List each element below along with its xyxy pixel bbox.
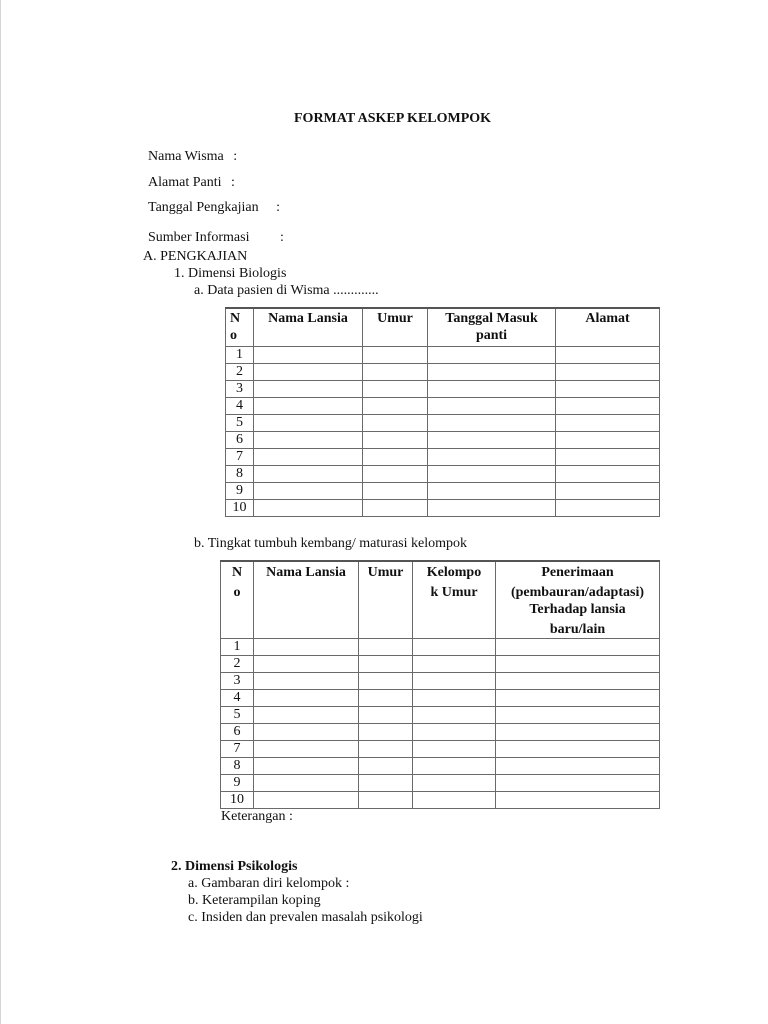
- cell-tanggal: [428, 397, 556, 414]
- row-number: 4: [221, 690, 254, 707]
- cell-nama: [254, 792, 359, 809]
- cell-nama: [254, 397, 363, 414]
- cell-nama: [254, 465, 363, 482]
- cell-penerimaan: [496, 792, 660, 809]
- table-row: [226, 380, 660, 397]
- cell-alamat: [556, 499, 660, 516]
- header-no-line2: o: [233, 585, 241, 600]
- cell-tanggal: [428, 431, 556, 448]
- row-number: 3: [221, 673, 254, 690]
- table-row: [221, 673, 660, 690]
- field-nama-wisma: [148, 149, 237, 165]
- table-row: [226, 499, 660, 516]
- field-alamat-panti: [148, 175, 235, 191]
- cell-umur: [363, 414, 428, 431]
- field-label: Alamat Panti: [148, 175, 222, 190]
- table-row: [221, 690, 660, 707]
- table-data-pasien: [225, 307, 660, 517]
- row-number: 9: [221, 775, 254, 792]
- page-title: FORMAT ASKEP KELOMPOK: [294, 111, 492, 126]
- table-row: [226, 414, 660, 431]
- table-row: [226, 482, 660, 499]
- table-row: [221, 656, 660, 673]
- header-penerimaan-line2: (pembauran/adaptasi): [510, 585, 645, 600]
- header-no-line2: o: [230, 328, 237, 343]
- cell-alamat: [556, 431, 660, 448]
- cell-alamat: [556, 414, 660, 431]
- cell-nama: [254, 758, 359, 775]
- cell-kelompok: [413, 639, 496, 656]
- row-number: 8: [221, 758, 254, 775]
- cell-umur: [363, 380, 428, 397]
- cell-tanggal: [428, 363, 556, 380]
- cell-alamat: [556, 397, 660, 414]
- cell-nama: [254, 431, 363, 448]
- row-number: 7: [226, 448, 254, 465]
- table-header-row: [226, 308, 660, 346]
- cell-penerimaan: [496, 690, 660, 707]
- row-number: 9: [226, 482, 254, 499]
- row-number: 6: [221, 724, 254, 741]
- table-row: [226, 465, 660, 482]
- cell-umur: [359, 792, 413, 809]
- header-tanggal-line2: panti: [475, 328, 508, 343]
- row-number: 5: [221, 707, 254, 724]
- cell-umur: [363, 363, 428, 380]
- row-number: 3: [226, 380, 254, 397]
- header-no-line1: N: [231, 565, 243, 580]
- table-row: [226, 346, 660, 363]
- cell-penerimaan: [496, 775, 660, 792]
- header-nama-lansia: Nama Lansia: [254, 561, 359, 639]
- cell-nama: [254, 499, 363, 516]
- cell-kelompok: [413, 724, 496, 741]
- cell-penerimaan: [496, 673, 660, 690]
- cell-umur: [359, 690, 413, 707]
- cell-nama: [254, 707, 359, 724]
- row-number: 2: [221, 656, 254, 673]
- row-number: 5: [226, 414, 254, 431]
- row-number: 6: [226, 431, 254, 448]
- cell-tanggal: [428, 380, 556, 397]
- field-tanggal-pengkajian: [148, 200, 280, 216]
- field-separator: :: [279, 230, 284, 245]
- cell-kelompok: [413, 673, 496, 690]
- keterangan-label: Keterangan :: [221, 809, 293, 824]
- cell-penerimaan: [496, 741, 660, 758]
- cell-umur: [359, 656, 413, 673]
- subsection-dimensi-psikologis: 2. Dimensi Psikologis: [171, 859, 298, 874]
- cell-umur: [363, 397, 428, 414]
- cell-nama: [254, 414, 363, 431]
- cell-nama: [254, 380, 363, 397]
- header-no-line1: N: [230, 311, 241, 326]
- header-penerimaan-line4: baru/lain: [549, 622, 606, 637]
- table-row: [221, 775, 660, 792]
- cell-umur: [363, 431, 428, 448]
- cell-nama: [254, 482, 363, 499]
- header-tanggal-masuk: [428, 308, 556, 346]
- cell-umur: [359, 673, 413, 690]
- header-penerimaan: [496, 561, 660, 639]
- field-label: Tanggal Pengkajian: [148, 200, 259, 215]
- field-separator: :: [276, 200, 280, 215]
- row-number: 10: [226, 499, 254, 516]
- header-kelompok-line1: Kelompo: [426, 565, 482, 580]
- header-no: [221, 561, 254, 639]
- cell-umur: [359, 775, 413, 792]
- cell-umur: [359, 707, 413, 724]
- cell-umur: [359, 741, 413, 758]
- cell-alamat: [556, 380, 660, 397]
- row-number: 2: [226, 363, 254, 380]
- cell-kelompok: [413, 792, 496, 809]
- cell-alamat: [556, 363, 660, 380]
- row-number: 8: [226, 465, 254, 482]
- cell-nama: [254, 690, 359, 707]
- header-alamat: Alamat: [556, 308, 660, 346]
- page-edge: [0, 0, 1, 1024]
- row-number: 4: [226, 397, 254, 414]
- header-penerimaan-line1: Penerimaan: [541, 565, 614, 580]
- field-separator: :: [233, 149, 238, 164]
- cell-kelompok: [413, 775, 496, 792]
- header-tanggal-line1: Tanggal Masuk: [445, 311, 538, 326]
- cell-umur: [359, 639, 413, 656]
- item-data-pasien: a. Data pasien di Wisma .............: [194, 283, 379, 298]
- cell-nama: [254, 656, 359, 673]
- cell-nama: [254, 775, 359, 792]
- cell-penerimaan: [496, 639, 660, 656]
- cell-alamat: [556, 465, 660, 482]
- header-penerimaan-line3: Terhadap lansia: [529, 602, 626, 617]
- table-row: [226, 397, 660, 414]
- cell-penerimaan: [496, 724, 660, 741]
- row-number: 1: [221, 639, 254, 656]
- header-umur: Umur: [363, 308, 428, 346]
- psikologis-item-insiden-prevalen: c. Insiden dan prevalen masalah psikologi: [188, 910, 423, 925]
- cell-kelompok: [413, 707, 496, 724]
- section-heading-pengkajian: A. PENGKAJIAN: [143, 249, 248, 264]
- row-number: 1: [226, 346, 254, 363]
- cell-kelompok: [413, 656, 496, 673]
- cell-kelompok: [413, 690, 496, 707]
- table-row: [226, 363, 660, 380]
- psikologis-item-keterampilan-koping: b. Keterampilan koping: [188, 893, 321, 908]
- cell-nama: [254, 673, 359, 690]
- row-number: 10: [221, 792, 254, 809]
- cell-tanggal: [428, 482, 556, 499]
- field-label: Sumber Informasi: [148, 230, 250, 245]
- field-sumber-informasi: [148, 230, 284, 246]
- header-no: [226, 308, 254, 346]
- field-label: Nama Wisma: [148, 149, 224, 164]
- cell-penerimaan: [496, 758, 660, 775]
- cell-tanggal: [428, 346, 556, 363]
- field-separator: :: [231, 175, 235, 190]
- cell-nama: [254, 724, 359, 741]
- cell-kelompok: [413, 758, 496, 775]
- header-umur: Umur: [359, 561, 413, 639]
- cell-nama: [254, 346, 363, 363]
- cell-umur: [363, 482, 428, 499]
- cell-tanggal: [428, 465, 556, 482]
- table-row: [221, 741, 660, 758]
- table-row: [221, 758, 660, 775]
- cell-tanggal: [428, 448, 556, 465]
- cell-alamat: [556, 448, 660, 465]
- cell-nama: [254, 741, 359, 758]
- cell-penerimaan: [496, 656, 660, 673]
- psikologis-item-gambaran-diri: a. Gambaran diri kelompok :: [188, 876, 350, 891]
- table-row: [221, 724, 660, 741]
- cell-umur: [363, 465, 428, 482]
- cell-tanggal: [428, 414, 556, 431]
- header-kelompok-line2: k Umur: [430, 585, 478, 600]
- cell-nama: [254, 448, 363, 465]
- table-row: [221, 792, 660, 809]
- cell-umur: [363, 346, 428, 363]
- cell-nama: [254, 639, 359, 656]
- header-kelompok-umur: [413, 561, 496, 639]
- cell-alamat: [556, 482, 660, 499]
- cell-kelompok: [413, 741, 496, 758]
- cell-umur: [363, 499, 428, 516]
- cell-penerimaan: [496, 707, 660, 724]
- cell-alamat: [556, 346, 660, 363]
- row-number: 7: [221, 741, 254, 758]
- table-tumbuh-kembang: [220, 560, 660, 809]
- table-row: [221, 707, 660, 724]
- cell-tanggal: [428, 499, 556, 516]
- table-row: [226, 431, 660, 448]
- cell-umur: [363, 448, 428, 465]
- item-tingkat-tumbuh-kembang: b. Tingkat tumbuh kembang/ maturasi kelompok: [194, 536, 467, 551]
- cell-umur: [359, 758, 413, 775]
- subsection-dimensi-biologis: 1. Dimensi Biologis: [174, 266, 287, 281]
- table-row: [221, 639, 660, 656]
- table-header-row: [221, 561, 660, 639]
- cell-umur: [359, 724, 413, 741]
- cell-nama: [254, 363, 363, 380]
- table-row: [226, 448, 660, 465]
- header-nama-lansia: Nama Lansia: [254, 308, 363, 346]
